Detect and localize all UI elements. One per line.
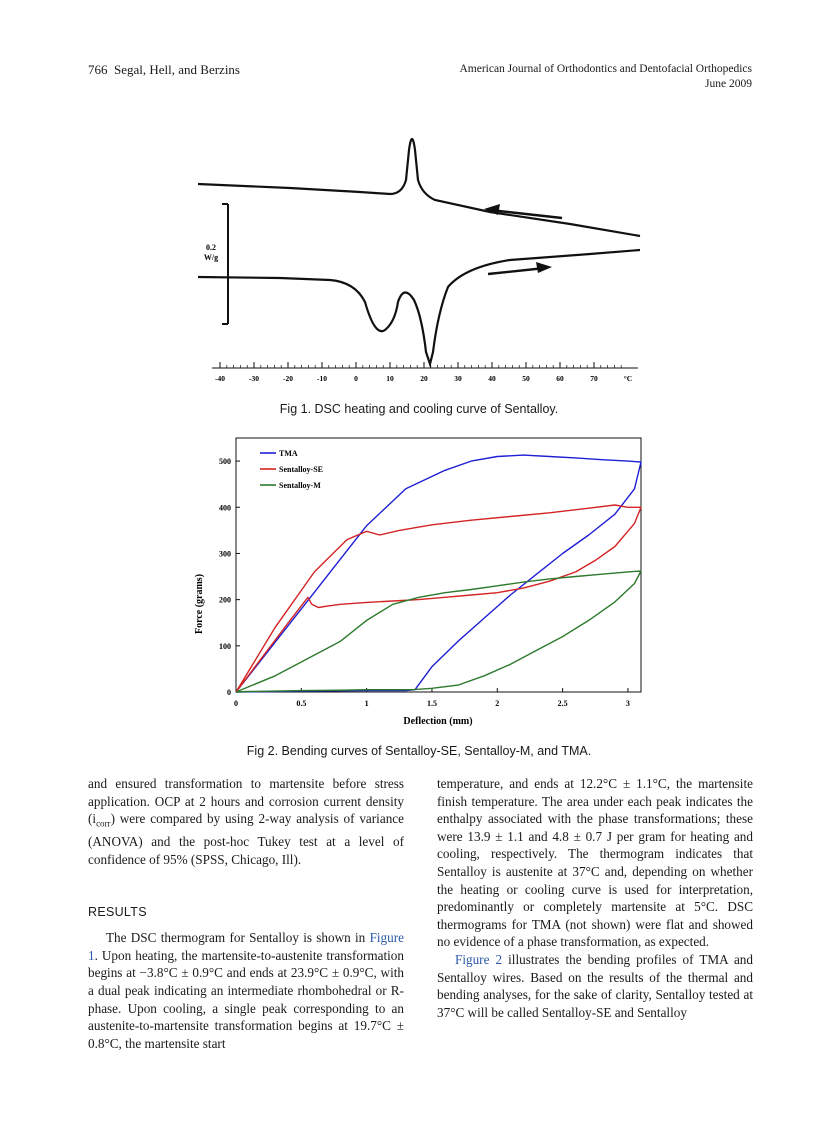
y-tick-label: 200 [219,595,231,605]
series-line-tma [236,455,641,692]
fig1-tick-label: -30 [249,374,259,383]
y-tick-label: 500 [219,457,231,467]
paragraph-text: The DSC thermogram for Sentalloy is shown in [106,930,370,946]
fig2-series-group [236,455,641,692]
paragraph-text: illustrates the bending profiles of TMA and Sentalloy wires. Based on the results of the thermal and bending analyses, for the sake of clarity, Sentalloy tested at 37°C will be called Sentalloy-SE and Sentalloy [437,951,753,1020]
legend-label: TMA [279,449,298,458]
fig1-cooling-curve [198,139,640,236]
scale-bar-unit: W/g [203,253,219,262]
scale-bar-value: 0.2 [206,243,216,252]
body-column-left [88,775,404,1052]
x-tick-label: 1.5 [426,699,437,708]
y-axis-label: Force (grams) [194,573,205,635]
fig1-scale-bar [204,204,228,324]
fig1-tick-label: 40 [488,374,496,383]
subscript-corr: corr [96,818,111,829]
paragraph-bending [437,951,753,1021]
heating-arrow [488,268,545,274]
y-tick-label: 0 [227,688,231,697]
x-tick-label: 1 [364,699,369,708]
plot-frame [236,438,641,692]
heating-arrowhead [536,262,552,273]
paragraph-results [88,929,404,1052]
fig1-tick-label: 50 [522,374,530,383]
issue-date: June 2009 [705,78,752,90]
fig1-tick-label: 10 [386,374,394,383]
running-header-right [459,62,752,92]
fig2-legend [260,449,323,490]
fig1-tick-label: -20 [283,374,293,383]
paragraph-thermogram: temperature, and ends at 12.2°C ± 1.1°C, the martensite finish temperature. The area under each peak indicates the enthalpy associated with the phase transformations; these were 13.9 ± 1.1 and 4.8 ± 0.7 J per gram for heating and cooling, respectively. The thermogram indicates that Sentalloy is austenite at 37°C and, depending on whether the heating or cooling curve is used for interpretation, predominantly or completely martensite at 5°C. DSC thermograms for TMA (not shown) were flat and showed no evidence of a phase transformation, as expected. [437,776,753,950]
fig1-axis-ticks [215,362,632,383]
y-tick-label: 100 [219,641,231,651]
figure1-caption: Fig 1. DSC heating and cooling curve of Sentalloy. [279,402,559,416]
figure2-link[interactable]: Figure 2 [455,951,503,967]
x-tick-label: 2 [495,699,500,708]
y-tick-label: 400 [219,503,231,513]
x-tick-label: 0 [234,699,238,708]
fig1-tick-label: °C [623,374,633,383]
page-number: 766 [88,62,108,77]
fig1-tick-label: 60 [556,374,564,383]
fig2-bending-chart [190,434,650,734]
y-tick-label: 300 [219,549,231,559]
fig1-tick-label: 20 [420,374,428,383]
fig1-heating-curve [198,250,640,364]
x-axis-label: Deflection (mm) [403,716,473,727]
fig1-temperature-axis [212,362,638,383]
fig1-tick-label: 0 [354,374,358,383]
journal-title: American Journal of Orthodontics and Dentofacial Orthopedics [459,63,752,75]
x-tick-label: 2.5 [557,699,568,708]
results-heading: RESULTS [88,904,147,919]
body-column-right [437,775,753,1021]
author-names: Segal, Hell, and Berzins [114,62,240,77]
fig1-tick-label: -10 [317,374,327,383]
paragraph-text: . Upon heating, the martensite-to-austenite transformation begins at −3.8°C ± 0.9°C and ends at 23.9°C ± 0.9°C, with a dual peak indicating an intermediate rhombohedral or R-phase. Upon cooling, a single peak corresponding to an austenite-to-martensite transformation begins at 19.7°C ± 0.8°C, the martensite start [88,947,404,1051]
x-tick-label: 0.5 [296,699,307,708]
legend-label: Sentalloy-M [279,481,321,490]
legend-label: Sentalloy-SE [279,465,324,474]
fig1-tick-label: -40 [215,374,225,383]
fig2-axes [219,438,641,708]
heating-curve-line [198,250,640,364]
paragraph-text: ) were compared by using 2-way analysis of variance (ANOVA) and the post-hoc Tukey test at a level of confidence of 95% (SPSS, Chicago, Ill). [88,811,404,868]
figure1-link[interactable]: Figure 1 [88,930,404,963]
figure2-caption: Fig 2. Bending curves of Sentalloy-SE, Sentalloy-M, and TMA. [246,744,592,758]
paragraph-methods-end [88,775,404,869]
fig1-tick-label: 70 [590,374,598,383]
paragraph-text: and ensured transformation to martensite before stress application. OCP at 2 hours and corrosion current density (i [88,776,404,827]
running-header-left [88,62,240,78]
x-tick-label: 3 [625,699,630,708]
fig1-tick-label: 30 [454,374,462,383]
series-line-sentalloy-m [236,571,641,692]
cooling-curve-line [198,139,640,236]
fig1-dsc-plot [190,122,650,392]
